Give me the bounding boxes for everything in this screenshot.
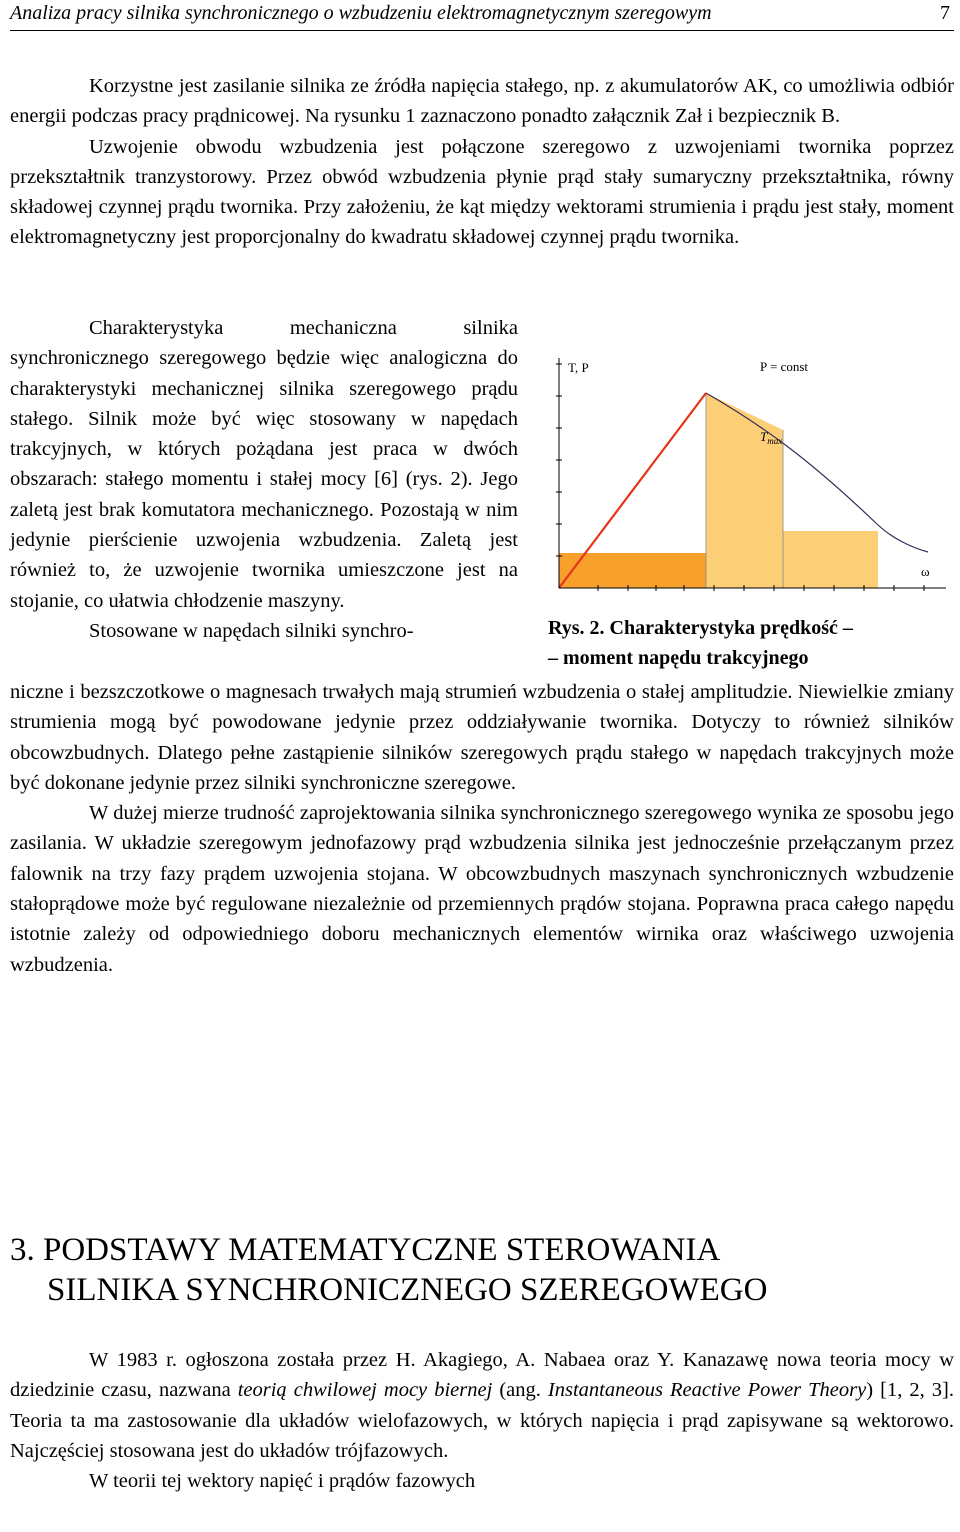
y-axis-label: T, P [568,360,589,375]
x-axis-label: ω [921,564,930,579]
body-text-top [10,71,954,253]
paragraph: W teorii tej wektory napięć i prądów fazowych [89,1470,476,1493]
constant-power-label: P = const [760,359,809,374]
text-run: ) [1, 2, 3]. Teoria ta ma zastosowanie dla układów wielofazowych, w których napięcia i prąd zapisywane są wektorowo. Najczęściej stosowana jest do układów trójfazowych. [10,1379,954,1462]
paragraph: W dużej mierze trudność zaprojektowania silnika synchronicznego szeregowego wynika ze sposobu jego zasilania. W układzie szeregowym jednofazowy prąd wzbudzenia silnika jest jednocześnie przełączanym przez falownik na trzy fazy prądem uzwojenia stojana. W obcowzbudnych maszynach synchronicznych wzbudzenie stałoprądowe może być regulowane niezależnie od przemiennych prądów stojana. Poprawna praca całego napędu istotnie zależy od odpowiedniego doboru mechanicznych elementów wirnika oraz właściwego uzwojenia wzbudzenia. [10,802,954,976]
page-number: 7 [940,2,950,24]
section-heading [10,1230,767,1310]
italic-term: Instantaneous Reactive Power Theory [547,1379,867,1402]
paragraph: niczne i bezszczotkowe o magnesach trwałych mają strumień wzbudzenia o stałej amplitudzie. Niewielkie zmiany strumienia mogą być powodowane jedynie przez oddziaływanie twornika. Dotyczy to również silników obcowzbudnych. Dlatego pełne zastąpienie silników szeregowych prądu stałego w napędach trakcyjnych może być dokonane jedynie przez silniki synchroniczne szeregowe. [10,681,954,794]
caption-line-2: – moment napędu trakcyjnego [548,647,809,669]
caption-line-1: Rys. 2. Charakterystyka prędkość – [548,617,853,639]
tmax-main: T [760,429,768,444]
section-heading-line-1: 3. PODSTAWY MATEMATYCZNE STEROWANIA [10,1232,721,1268]
header-title: Analiza pracy silnika synchronicznego o wzbudzeniu elektromagnetycznym szeregowym [10,2,712,24]
italic-term: teorią chwilowej mocy biernej [237,1379,493,1402]
body-text-left-column [10,313,518,646]
paragraph: Charakterystyka mechaniczna silnika synchronicznego szeregowego będzie więc analogiczna do charakterystyki mechanicznej silnika szeregowego prądu stałego. Silnik może być więc stosowany w napędach trakcyjnych, w których pożądana jest praca w dwóch obszarach: stałego momentu i stałej mocy [6] (rys. 2). Jego zaletą jest brak komutatora mechanicznego. Pozostają w nim jedynie pierścienie uzwojenia wzbudzenia. Zaletą jest również to, że uzwojenie twornika umieszczone jest na stojanie, co ułatwia chłodzenie maszyny. [10,317,518,612]
figure-speed-torque [548,340,958,600]
section-heading-line-2: SILNIKA SYNCHRONICZNEGO SZEREGOWEGO [47,1272,768,1308]
paragraph: Uzwojenie obwodu wzbudzenia jest połączone szeregowo z uzwojeniami twornika poprzez przekształtnik tranzystorowy. Przez obwód wzbudzenia płynie prąd stały sumaryczny przekształtnika, równy składowej czynnej prądu twornika. Przy założeniu, że kąt między wektorami strumienia i prądu jest stały, moment elektromagnetyczny jest proporcjonalny do kwadratu składowej czynnej prądu twornika. [10,135,954,249]
base-region-right [706,531,783,588]
paragraph: Stosowane w napędach silniki synchro- [89,619,414,642]
text-run: (ang. [492,1379,548,1402]
body-text-section [10,1345,954,1496]
body-text-bottom [10,677,954,980]
paragraph [10,1345,954,1466]
paragraph: Korzystne jest zasilanie silnika ze źródła napięcia stałego, np. z akumulatorów AK, co umożliwia odbiór energii podczas pracy prądnicowej. Na rysunku 1 zaznaczono ponadto załącznik Zał i bezpiecznik B. [10,75,954,128]
figure-caption [548,613,948,673]
tmax-sub: max [767,436,783,446]
running-header [10,2,954,31]
figure-graphic [548,340,958,600]
text-run: W 1983 r. ogłoszona została przez H. Akagiego, A. Nabaea oraz Y. Kanazawę nowa teoria mocy w dziedzinie czasu, nazwana [10,1349,954,1402]
